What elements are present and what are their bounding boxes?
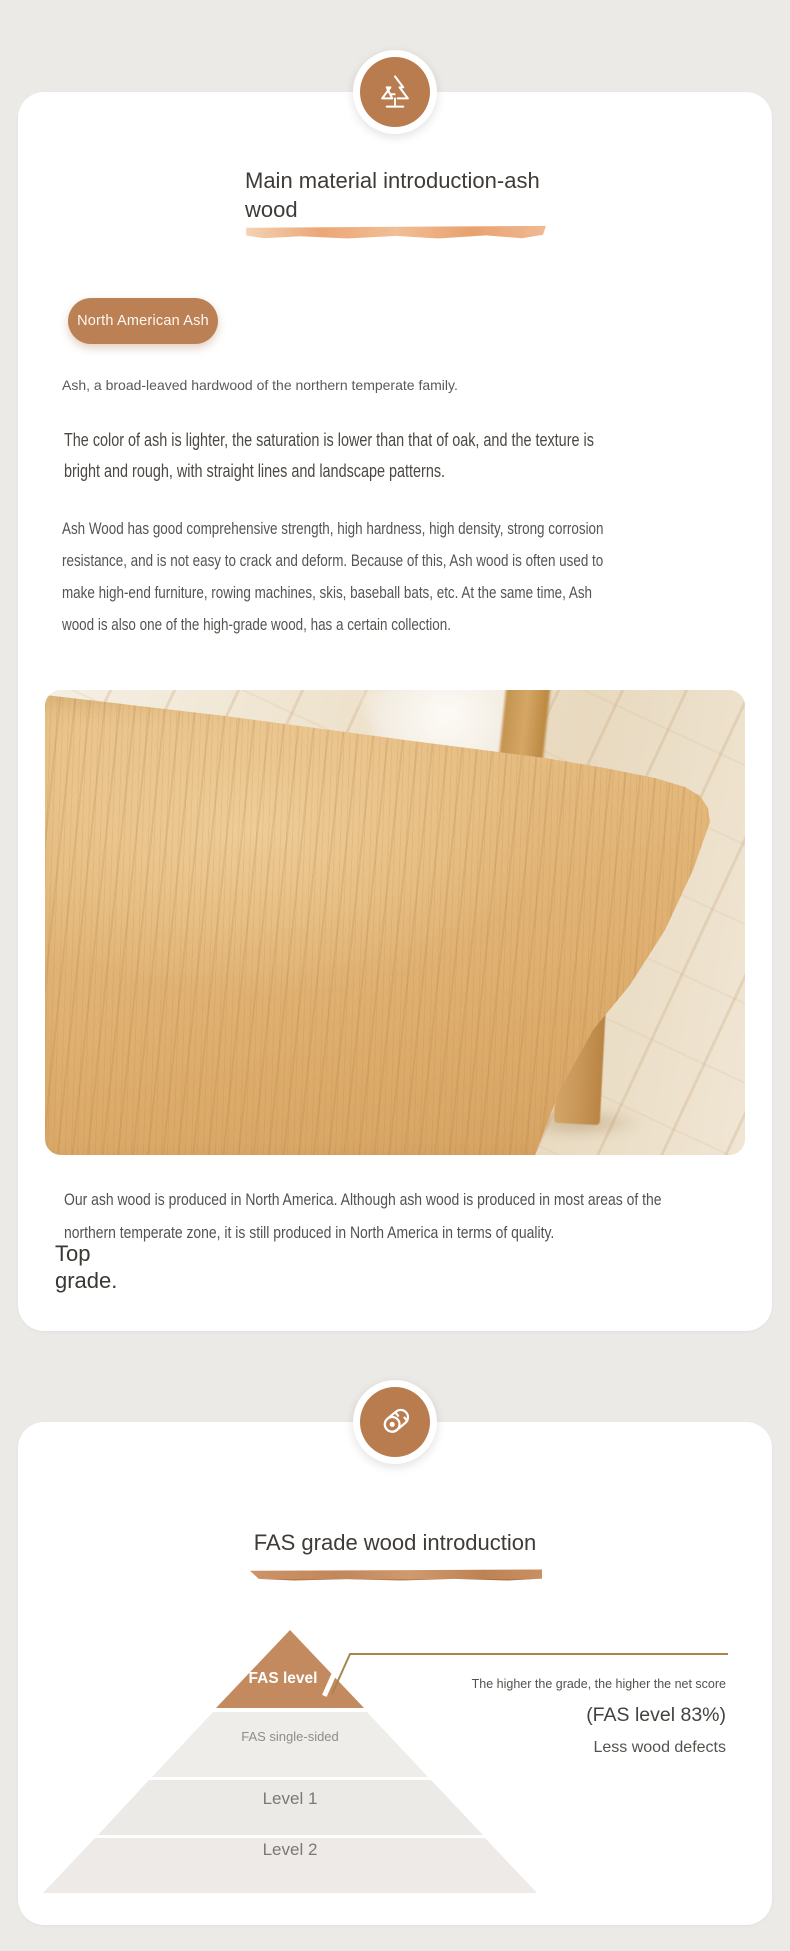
grade-note-defects: Less wood defects <box>593 1739 726 1756</box>
grade-note-score: The higher the grade, the higher the net score <box>471 1677 726 1691</box>
fas-grade-card <box>18 1422 772 1925</box>
material-section-icon <box>353 50 437 134</box>
ash-wood-tabletop-photo <box>45 690 745 1155</box>
origin-paragraph: Our ash wood is produced in North America. Although ash wood is produced in most areas of the northern temperate zone, it is still produced in North America in terms of quality. <box>64 1191 662 1242</box>
callout-line <box>314 1648 734 1700</box>
grade-section-title: FAS grade wood introduction <box>253 1530 537 1555</box>
description-paragraph: The color of ash is lighter, the saturation is lower than that of oak, and the texture is bright and rough, with straight lines and landscape patterns. <box>64 430 594 481</box>
tier-label-level-2: Level 2 <box>262 1840 318 1859</box>
intro-paragraph: Ash, a broad-leaved hardwood of the northern temperate family. <box>62 377 458 393</box>
log-icon <box>360 1387 430 1457</box>
tier-label-fas-single-sided: FAS single-sided <box>241 1729 339 1744</box>
material-intro-card <box>18 92 772 1331</box>
origin-emphasis-text: Top grade. <box>55 1241 118 1293</box>
grade-note-fas-percent: (FAS level 83%) <box>586 1704 726 1726</box>
grade-section-icon <box>353 1380 437 1464</box>
tier-label-fas-level: FAS level <box>248 1670 318 1687</box>
origin-badge: North American Ash <box>68 298 218 344</box>
pine-tree-icon <box>360 57 430 127</box>
title-brush-underline-2 <box>250 1569 542 1581</box>
material-section-title: Main material introduction-ash wood <box>245 168 540 222</box>
details-paragraph: Ash Wood has good comprehensive strength, high hardness, high density, strong corrosion resistance, and is not easy to crack and deform. Because of this, Ash wood is often used to make high-end furniture, rowing machines, skis, baseball bats, etc. At the same time, Ash wood is also one of the high-grade wood, has a certain collection. <box>62 519 604 634</box>
tier-label-level-1: Level 1 <box>262 1789 318 1808</box>
title-brush-underline <box>246 225 546 239</box>
